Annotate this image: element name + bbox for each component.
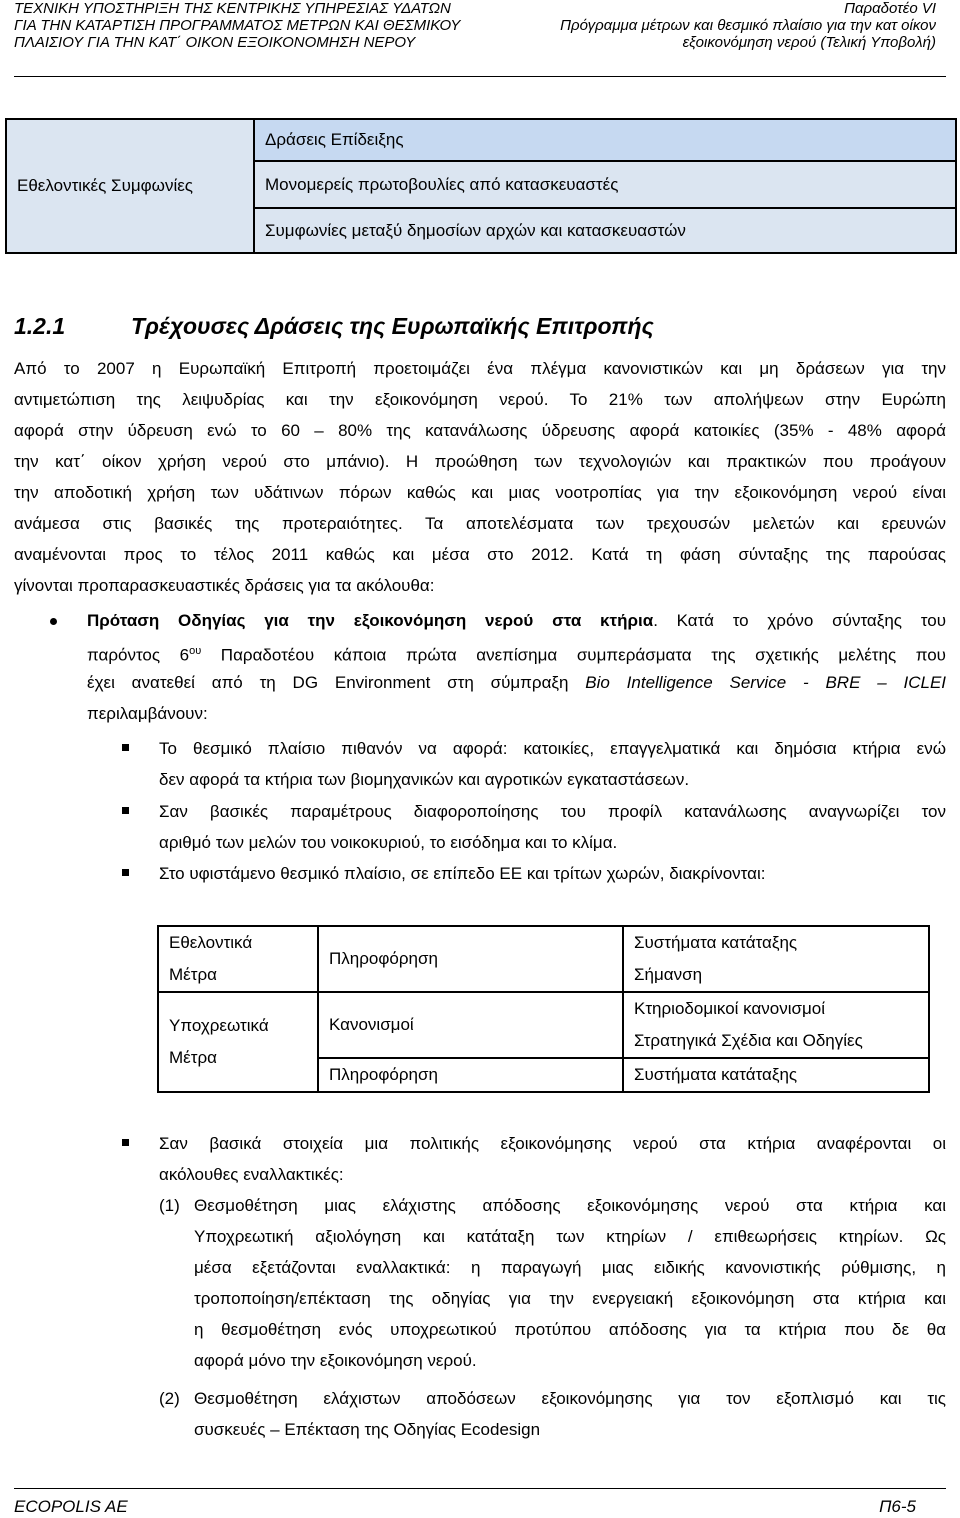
deliverable-title: Παραδοτέο VI [844,0,936,17]
cell-line: Κτηριοδομικοί κανονισμοί [634,999,826,1018]
mandatory-measures-cell [158,992,318,1092]
bullet-text: παρόντος 6 [87,645,190,665]
bullet-text: Παραδοτέου κάποια πρώτα ανεπίσημα συμπεράσματα της σχετικής μελέτης που [201,645,946,665]
sub-bullet-line: Σαν βασικές παραμέτρους διαφοροποίησης του προφίλ κατανάλωσης αναγνωρίζει τον [159,802,946,821]
item-line: η θεσμοθέτηση ενός υποχρεωτικού προτύπου απόδοσης για τα κτήρια που δε θα [194,1320,946,1339]
header-right-line: εξοικονόμηση νερού (Τελική Υποβολή) [682,34,936,51]
bullet-text: . Κατά το χρόνο σύνταξης του [653,611,946,630]
footer-company: ECOPOLIS AE [14,1497,128,1516]
agreement-row: Δράσεις Επίδειξης [254,119,956,161]
sub-bullet-line: Σαν βασικά στοιχεία μια πολιτικής εξοικονόμησης νερού στα κτήρια αναφέρονται οι [159,1134,946,1153]
bullet-dot [50,618,57,625]
square-bullet [122,1139,129,1146]
header-right-line: Πρόγραμμα μέτρων και θεσμικό πλαίσιο για την κατ οίκον [560,17,936,34]
regulations-tools-cell [623,992,929,1058]
voluntary-tools-cell [623,926,929,992]
cell-line: Συστήματα κατάταξης [634,933,798,952]
agreement-row: Συμφωνίες μεταξύ δημοσίων αρχών και κατασκευαστών [254,208,956,253]
bullet-line [87,667,946,698]
header-divider [14,76,946,77]
section-heading [14,313,654,340]
body-line: την αποδοτική χρήση των υδάτινων πόρων καθώς και μιας νοοτροπίας για την εξοικονόμηση νερού είναι [14,483,946,502]
body-line: ανάμεσα στις βασικές της προτεραιότητες. Τα αποτελέσματα των τρεχουσών μελετών και ερευνών [14,514,946,533]
body-line: αναμένονται προς το τέλος 2011 καθώς και μέσα στο 2012. Κατά τη φάση σύνταξης της παρούσας [14,545,946,564]
cell-line: Μέτρα [169,1048,217,1067]
header-left-line: ΤΕΧΝΙΚΗ ΥΠΟΣΤΗΡΙΞΗ ΤΗΣ ΚΕΝΤΡΙΚΗΣ ΥΠΗΡΕΣΙΑΣ ΥΔΑΤΩΝ [14,0,451,17]
section-number: 1.2.1 [14,313,66,339]
bullet-bold-text: Πρόταση Οδηγίας για την εξοικονόμηση νερού στα κτήρια [87,611,654,630]
body-line: αφορά στην ύδρευση ενώ το 60 – 80% της κατανάλωσης ύδρευσης αφορά κατοικίες (35% - 48% αφορά [14,421,946,440]
square-bullet [122,807,129,814]
square-bullet [122,869,129,876]
item-line: αφορά μόνο την εξοικονόμηση νερού. [194,1351,477,1370]
item-line: Θεσμοθέτηση μιας ελάχιστης απόδοσης εξοικονόμησης νερού στα κτήρια και [194,1196,946,1215]
header-left [14,0,460,51]
bullet-text: έχει ανατεθεί από τη DG Environment στη σύμπραξη [87,673,586,692]
regulations-cell: Κανονισμοί [318,992,623,1058]
body-line: Από το 2007 η Ευρωπαϊκή Επιτροπή προετοιμάζει ένα πλέγμα κανονιστικών και μη δράσεων για την [14,359,946,378]
page-number: Π6-5 [879,1497,916,1516]
sub-bullet-line: Το θεσμικό πλαίσιο πιθανόν να αφορά: κατοικίες, επαγγελματικά και δημόσια κτήρια ενώ [159,739,946,758]
measures-table [157,925,930,1093]
italic-text: Bio Intelligence Service - BRE – ICLEI [585,673,947,692]
sub-bullet-line: ακόλουθες εναλλακτικές: [159,1165,344,1184]
bullet-line [87,605,946,636]
voluntary-agreements-cell: Εθελοντικές Συμφωνίες [6,119,254,253]
body-line: αντιμετώπιση της λειψυδρίας και την εξοικονόμηση νερού. Το 21% των απολήψεων στην Ευρώπη [14,390,946,409]
item-line: Υποχρεωτική αξιολόγηση και κατάταξη των κτηρίων / επιθεωρήσεις κτηρίων. Ως [194,1227,946,1246]
cell-line: Σήμανση [634,965,703,984]
item-line: τροποποίηση/επέκταση της οδηγίας για την ενεργειακή εξοικονόμηση στα κτήρια και [194,1289,946,1308]
voluntary-agreements-table [5,118,957,254]
body-line: γίνονται προπαρασκευαστικές δράσεις για τα ακόλουθα: [14,576,435,595]
square-bullet [122,744,129,751]
information-cell: Πληροφόρηση [318,1058,623,1092]
bullet-line: περιλαμβάνουν: [87,704,208,723]
cell-line: Στρατηγικά Σχέδια και Οδηγίες [634,1031,863,1050]
sub-bullet-line: αριθμό των μελών του νοικοκυριού, το εισόδημα και το κλίμα. [159,833,618,852]
header-left-line: ΠΛΑΙΣΙΟΥ ΓΙΑ ΤΗΝ ΚΑΤ΄ ΟΙΚΟΝ ΕΞΟΙΚΟΝΟΜΗΣΗ ΝΕΡΟΥ [14,34,416,51]
header-left-line: ΓΙΑ ΤΗΝ ΚΑΤΑΡΤΙΣΗ ΠΡΟΓΡΑΜΜΑΤΟΣ ΜΕΤΡΩΝ ΚΑΙ ΘΕΣΜΙΚΟΥ [14,17,461,34]
section-title: Τρέχουσες Δράσεις της Ευρωπαϊκής Επιτροπής [131,313,654,339]
item-line: μέσα εξετάζονται εναλλακτικά: η παραγωγή μιας ειδικής κανονιστικής ρύθμισης, η [194,1258,946,1277]
item-number: (2) [159,1389,180,1408]
item-line: συσκευές – Επέκταση της Οδηγίας Ecodesign [194,1420,541,1439]
sub-bullet-line: Στο υφιστάμενο θεσμικό πλαίσιο, σε επίπεδο ΕΕ και τρίτων χωρών, διακρίνονται: [159,864,766,883]
body-paragraph [14,353,946,601]
body-line: την κατ΄ οίκον χρήση νερού στο μπάνιο). Η προώθηση των τεχνολογιών και πρακτικών που προάγουν [14,452,946,471]
cell-line: Εθελοντικά [169,933,253,952]
rating-systems-cell: Συστήματα κατάταξης [623,1058,929,1092]
item-number: (1) [159,1196,180,1215]
cell-line: Μέτρα [169,965,217,984]
information-cell: Πληροφόρηση [318,926,623,992]
voluntary-measures-cell [158,926,318,992]
cell-line: Υποχρεωτικά [169,1016,269,1035]
footer-divider [14,1488,946,1489]
agreement-row: Μονομερείς πρωτοβουλίες από κατασκευαστές [254,161,956,208]
superscript: ου [189,645,202,657]
item-line: Θεσμοθέτηση ελάχιστων αποδόσεων εξοικονόμησης για τον εξοπλισμό και τις [194,1389,946,1408]
header-right [560,0,936,51]
sub-bullet-line: δεν αφορά τα κτήρια των βιομηχανικών και αγροτικών εγκαταστάσεων. [159,770,690,789]
bullet-line [87,636,946,667]
